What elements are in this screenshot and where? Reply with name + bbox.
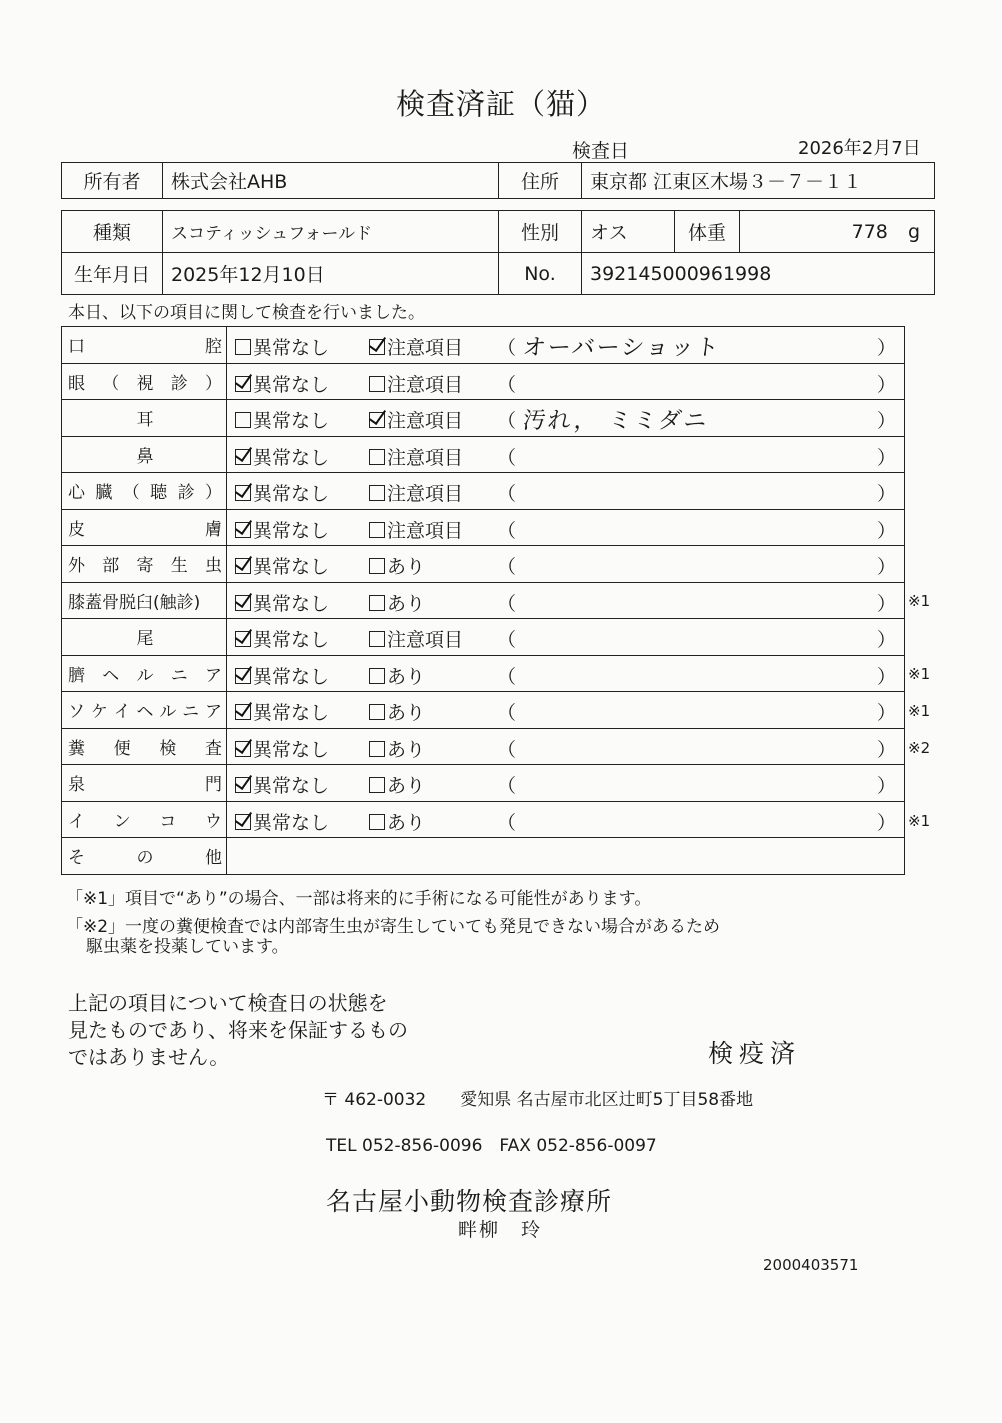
checkbox-icon[interactable] — [235, 631, 251, 647]
item-name-char: ア — [204, 702, 222, 723]
serial-number: 2000403571 — [763, 1256, 859, 1274]
item-name-char: 尾 — [136, 629, 154, 650]
item-name-char: 聴 — [150, 483, 168, 504]
item-name — [62, 728, 227, 765]
present-checkbox[interactable] — [369, 589, 425, 616]
checkbox-label: 注意項目 — [387, 446, 464, 469]
weight-label: 体重 — [675, 211, 740, 253]
checkbox-icon[interactable] — [235, 449, 251, 465]
normal-checkbox[interactable] — [235, 662, 329, 689]
checkbox-label: あり — [387, 592, 426, 615]
item-name-char: 膚 — [205, 519, 222, 540]
checkbox-label: 異常なし — [253, 337, 330, 359]
checkbox-label: あり — [387, 775, 426, 797]
item-name — [62, 509, 227, 546]
clinic-address: 〒 462-0032 愛知県 名古屋市北区辻町5丁目58番地 — [322, 1090, 754, 1110]
footnote-marker: ※1 — [908, 591, 931, 610]
item-name-char: ル — [136, 665, 154, 686]
checkbox-label: 異常なし — [253, 665, 330, 688]
result-cell — [227, 473, 905, 510]
checkbox-icon[interactable] — [369, 668, 385, 684]
exam-row — [62, 655, 905, 692]
owner-label: 所有者 — [62, 163, 163, 199]
item-name-char: 査 — [204, 738, 222, 759]
paren-open: （ — [497, 483, 517, 505]
item-name-char: ニ — [182, 702, 200, 723]
item-name-char: ニ — [170, 665, 188, 686]
checkbox-label: 異常なし — [253, 738, 330, 761]
checkbox-label: 異常なし — [253, 629, 330, 651]
footnote-marker: ※2 — [908, 738, 931, 757]
item-name-char: 口 — [68, 337, 85, 358]
checkbox-label: 注意項目 — [387, 373, 464, 396]
normal-checkbox[interactable] — [235, 370, 329, 397]
checkbox-icon[interactable] — [235, 485, 251, 501]
item-name — [62, 692, 227, 729]
item-name-char: 臓 — [95, 483, 113, 504]
result-cell — [227, 801, 905, 838]
item-name — [62, 436, 227, 473]
paren-open: （ — [497, 775, 517, 797]
attention-checkbox[interactable] — [369, 625, 463, 652]
paren-open: （ — [497, 738, 517, 761]
item-name — [62, 655, 227, 692]
breed-label: 種類 — [62, 211, 163, 253]
checkbox-icon[interactable] — [235, 704, 251, 720]
footnote-2-cont: 駆虫薬を投薬しています。 — [86, 937, 289, 957]
item-name — [62, 838, 227, 875]
result-cell — [227, 582, 905, 619]
normal-checkbox[interactable] — [235, 698, 329, 725]
sex-label: 性別 — [499, 211, 582, 253]
normal-checkbox[interactable] — [235, 808, 329, 835]
animal-info-table — [61, 210, 935, 295]
normal-checkbox[interactable] — [235, 443, 329, 470]
paren-close: ） — [876, 410, 896, 432]
checkbox-label: 異常なし — [253, 592, 330, 615]
checkbox-icon[interactable] — [235, 558, 251, 574]
paren-open: （ — [497, 373, 517, 396]
item-name-char: 皮 — [68, 519, 85, 540]
result-cell — [227, 765, 905, 802]
checkbox-icon[interactable] — [235, 339, 251, 355]
item-name-char: 心 — [68, 483, 85, 504]
disclaimer-line: ではありません。 — [68, 1045, 230, 1069]
paren-close: ） — [876, 665, 896, 688]
checkbox-label: 注意項目 — [387, 410, 464, 432]
checkbox-icon[interactable] — [235, 814, 251, 830]
item-name-char: 外 — [68, 556, 85, 577]
attention-checkbox[interactable] — [369, 370, 463, 397]
exam-row — [62, 728, 905, 765]
item-name-char: ヘ — [102, 665, 120, 686]
paren-close: ） — [876, 775, 896, 797]
item-name-char: イ — [68, 811, 85, 832]
item-name — [62, 765, 227, 802]
item-name-char: 診 — [177, 483, 195, 504]
exam-row — [62, 436, 905, 473]
result-cell — [227, 400, 905, 437]
item-name-char: ） — [205, 373, 222, 394]
paren-close: ） — [876, 446, 896, 469]
result-cell — [227, 546, 905, 583]
item-name-char: コ — [159, 811, 177, 832]
paren-close: ） — [876, 592, 896, 615]
checkbox-icon[interactable] — [235, 668, 251, 684]
checkbox-label: あり — [387, 665, 426, 688]
result-cell — [227, 509, 905, 546]
disclaimer-line: 上記の項目について検査日の状態を — [68, 991, 388, 1015]
paren-close: ） — [876, 519, 896, 542]
item-name-char: ア — [205, 665, 222, 686]
paren-close: ） — [876, 702, 896, 724]
result-cell — [227, 655, 905, 692]
exam-row — [62, 619, 905, 656]
paren-close: ） — [876, 373, 896, 396]
checkbox-icon[interactable] — [369, 595, 385, 611]
item-name-char: 検 — [159, 738, 177, 759]
checkbox-icon[interactable] — [369, 412, 385, 428]
item-name-char: 視 — [136, 373, 154, 394]
exam-date-label: 検査日 — [572, 140, 630, 162]
item-name — [62, 582, 227, 619]
disclaimer — [68, 990, 408, 1071]
checkbox-label: あり — [387, 702, 426, 724]
item-name-char: 門 — [205, 775, 222, 796]
exam-items-table — [61, 326, 905, 875]
checkbox-icon[interactable] — [235, 777, 251, 793]
item-name-char: 部 — [102, 556, 120, 577]
clinic-phone: TEL 052-856-0096 FAX 052-856-0097 — [326, 1136, 657, 1156]
checkbox-label: 異常なし — [253, 775, 330, 797]
present-checkbox[interactable] — [369, 698, 425, 725]
item-name-char: 眼 — [68, 373, 85, 394]
birth-value: 2025年12月10日 — [163, 253, 499, 295]
footnote-1: 「※1」項目で“あり”の場合、一部は将来的に手術になる可能性があります。 — [66, 889, 652, 909]
item-name-char: 泉 — [68, 775, 85, 796]
item-name-char: 耳 — [136, 410, 154, 431]
result-cell — [227, 692, 905, 729]
checkbox-icon[interactable] — [369, 485, 385, 501]
present-checkbox[interactable] — [369, 808, 425, 835]
item-name-char: ヘ — [136, 702, 154, 723]
exam-date-value: 2026年2月7日 — [798, 138, 921, 159]
owner-value: 株式会社AHB — [163, 163, 499, 199]
item-name-char: ケ — [90, 702, 108, 723]
item-name — [62, 546, 227, 583]
attention-checkbox[interactable] — [369, 479, 463, 506]
normal-checkbox[interactable] — [235, 625, 329, 652]
paren-close: ） — [876, 811, 896, 834]
sex-value: オス — [582, 211, 675, 253]
checkbox-label: 異常なし — [253, 410, 330, 432]
exam-row — [62, 473, 905, 510]
checkbox-icon[interactable] — [369, 522, 385, 538]
item-name-char: 膝蓋骨脱臼(触診) — [68, 592, 201, 613]
item-name-char: 鼻 — [136, 446, 154, 467]
result-cell — [227, 436, 905, 473]
present-checkbox[interactable] — [369, 552, 425, 579]
checkbox-icon[interactable] — [235, 376, 251, 392]
normal-checkbox[interactable] — [235, 516, 329, 543]
normal-checkbox[interactable] — [235, 333, 329, 360]
paren-open: （ — [497, 410, 517, 432]
checkbox-icon[interactable] — [369, 339, 385, 355]
paren-open: （ — [497, 665, 517, 688]
item-name-char: 臍 — [68, 665, 85, 686]
item-name-char: 診 — [170, 373, 188, 394]
normal-checkbox[interactable] — [235, 552, 329, 579]
checkbox-label: 異常なし — [253, 446, 330, 469]
handwritten-note: オーバーショット — [521, 335, 723, 361]
paren-open: （ — [497, 811, 517, 834]
present-checkbox[interactable] — [369, 735, 425, 762]
item-name-char: ル — [159, 702, 177, 723]
item-name — [62, 473, 227, 510]
paren-open: （ — [497, 337, 517, 359]
exam-row — [62, 400, 905, 437]
checkbox-label: 異常なし — [253, 373, 330, 396]
exam-row — [62, 692, 905, 729]
item-name — [62, 327, 227, 364]
paren-close: ） — [876, 556, 896, 578]
checkbox-icon[interactable] — [235, 412, 251, 428]
paren-close: ） — [876, 738, 896, 761]
exam-row — [62, 509, 905, 546]
address-label: 住所 — [499, 163, 582, 199]
checkbox-label: あり — [387, 738, 426, 761]
item-name-char: 便 — [113, 738, 131, 759]
weight-cell — [740, 211, 935, 253]
normal-checkbox[interactable] — [235, 771, 329, 798]
birth-label: 生年月日 — [62, 253, 163, 295]
checkbox-label: 異常なし — [253, 702, 330, 724]
attention-checkbox[interactable] — [369, 406, 463, 433]
no-value: 392145000961998 — [582, 253, 935, 295]
result-cell — [227, 363, 905, 400]
intro-text: 本日、以下の項目に関して検査を行いました。 — [68, 303, 425, 323]
item-name-char: 他 — [205, 848, 222, 869]
item-name-char: ） — [204, 483, 222, 504]
checkbox-label: 注意項目 — [387, 337, 464, 359]
address-value: 東京都 江東区木場３－７－１１ — [582, 163, 935, 199]
paren-open: （ — [497, 592, 517, 615]
paren-close: ） — [876, 337, 896, 359]
exam-row — [62, 546, 905, 583]
item-name — [62, 801, 227, 838]
exam-row — [62, 765, 905, 802]
footnote-marker: ※1 — [908, 702, 931, 720]
examiner-name: 畔柳 玲 — [458, 1219, 543, 1241]
footnote-marker: ※1 — [908, 812, 931, 831]
checkbox-icon[interactable] — [369, 376, 385, 392]
breed-value: スコティッシュフォールド — [163, 211, 499, 253]
checkbox-icon[interactable] — [235, 741, 251, 757]
weight-value: 778 — [851, 220, 888, 243]
checkbox-icon[interactable] — [369, 631, 385, 647]
handwritten-note: 汚れ， ミミダニ — [521, 408, 710, 434]
checkbox-label: 注意項目 — [387, 483, 464, 505]
checkbox-icon[interactable] — [235, 595, 251, 611]
item-name-char: 虫 — [205, 556, 222, 577]
checkbox-label: 異常なし — [253, 556, 330, 578]
item-name-char: 生 — [170, 556, 188, 577]
exam-row — [62, 801, 905, 838]
document-title: 検査済証（猫） — [395, 87, 606, 121]
checkbox-icon[interactable] — [369, 704, 385, 720]
item-name-char: （ — [102, 373, 120, 394]
paren-open: （ — [497, 519, 517, 542]
item-name-char: 腔 — [205, 337, 222, 358]
item-name-char: ウ — [204, 811, 222, 832]
exam-row — [62, 363, 905, 400]
result-cell — [227, 728, 905, 765]
weight-unit: g — [907, 220, 920, 243]
normal-checkbox[interactable] — [235, 735, 329, 762]
attention-checkbox[interactable] — [369, 333, 463, 360]
item-name-char: ン — [113, 811, 131, 832]
attention-checkbox[interactable] — [369, 516, 463, 543]
clinic-name: 名古屋小動物検査診療所 — [326, 1187, 613, 1216]
exam-row-other — [62, 838, 905, 875]
item-name-char: そ — [68, 848, 85, 869]
owner-table — [61, 162, 935, 199]
item-name — [62, 619, 227, 656]
normal-checkbox[interactable] — [235, 589, 329, 616]
checkbox-label: 注意項目 — [387, 519, 464, 542]
no-label: No. — [499, 253, 582, 295]
footnote-2: 「※2」一度の糞便検査では内部寄生虫が寄生していても発見できない場合があるため — [66, 917, 721, 937]
item-name-char: ソ — [68, 702, 85, 723]
checkbox-label: 異常なし — [253, 483, 330, 505]
normal-checkbox[interactable] — [235, 406, 329, 433]
checkbox-icon[interactable] — [369, 449, 385, 465]
item-name — [62, 363, 227, 400]
checkbox-label: 異常なし — [253, 519, 330, 542]
paren-open: （ — [497, 702, 517, 724]
checkbox-label: あり — [387, 811, 426, 834]
paren-open: （ — [497, 629, 517, 651]
result-cell — [227, 619, 905, 656]
checkbox-icon[interactable] — [369, 777, 385, 793]
checkbox-icon[interactable] — [369, 558, 385, 574]
quarantine-stamp: 検疫済 — [708, 1039, 802, 1068]
checkbox-icon[interactable] — [235, 522, 251, 538]
paren-open: （ — [497, 446, 517, 469]
exam-row — [62, 582, 905, 619]
paren-close: ） — [876, 483, 896, 505]
other-notes-cell[interactable] — [227, 838, 905, 875]
normal-checkbox[interactable] — [235, 479, 329, 506]
result-cell — [227, 327, 905, 364]
item-name — [62, 400, 227, 437]
disclaimer-line: 見たものであり、将来を保証するもの — [68, 1018, 408, 1042]
item-name-char: 糞 — [68, 738, 85, 759]
checkbox-label: あり — [387, 556, 426, 578]
paren-open: （ — [497, 556, 517, 578]
checkbox-icon[interactable] — [369, 814, 385, 830]
present-checkbox[interactable] — [369, 771, 425, 798]
paren-close: ） — [876, 629, 896, 651]
exam-row — [62, 327, 905, 364]
item-name-char: イ — [113, 702, 131, 723]
present-checkbox[interactable] — [369, 662, 425, 689]
checkbox-label: 異常なし — [253, 811, 330, 834]
attention-checkbox[interactable] — [369, 443, 463, 470]
footnote-marker: ※1 — [908, 665, 931, 684]
item-name-char: 寄 — [136, 556, 154, 577]
checkbox-icon[interactable] — [369, 741, 385, 757]
checkbox-label: 注意項目 — [387, 629, 464, 651]
item-name-char: （ — [122, 483, 140, 504]
item-name-char: の — [136, 848, 154, 869]
